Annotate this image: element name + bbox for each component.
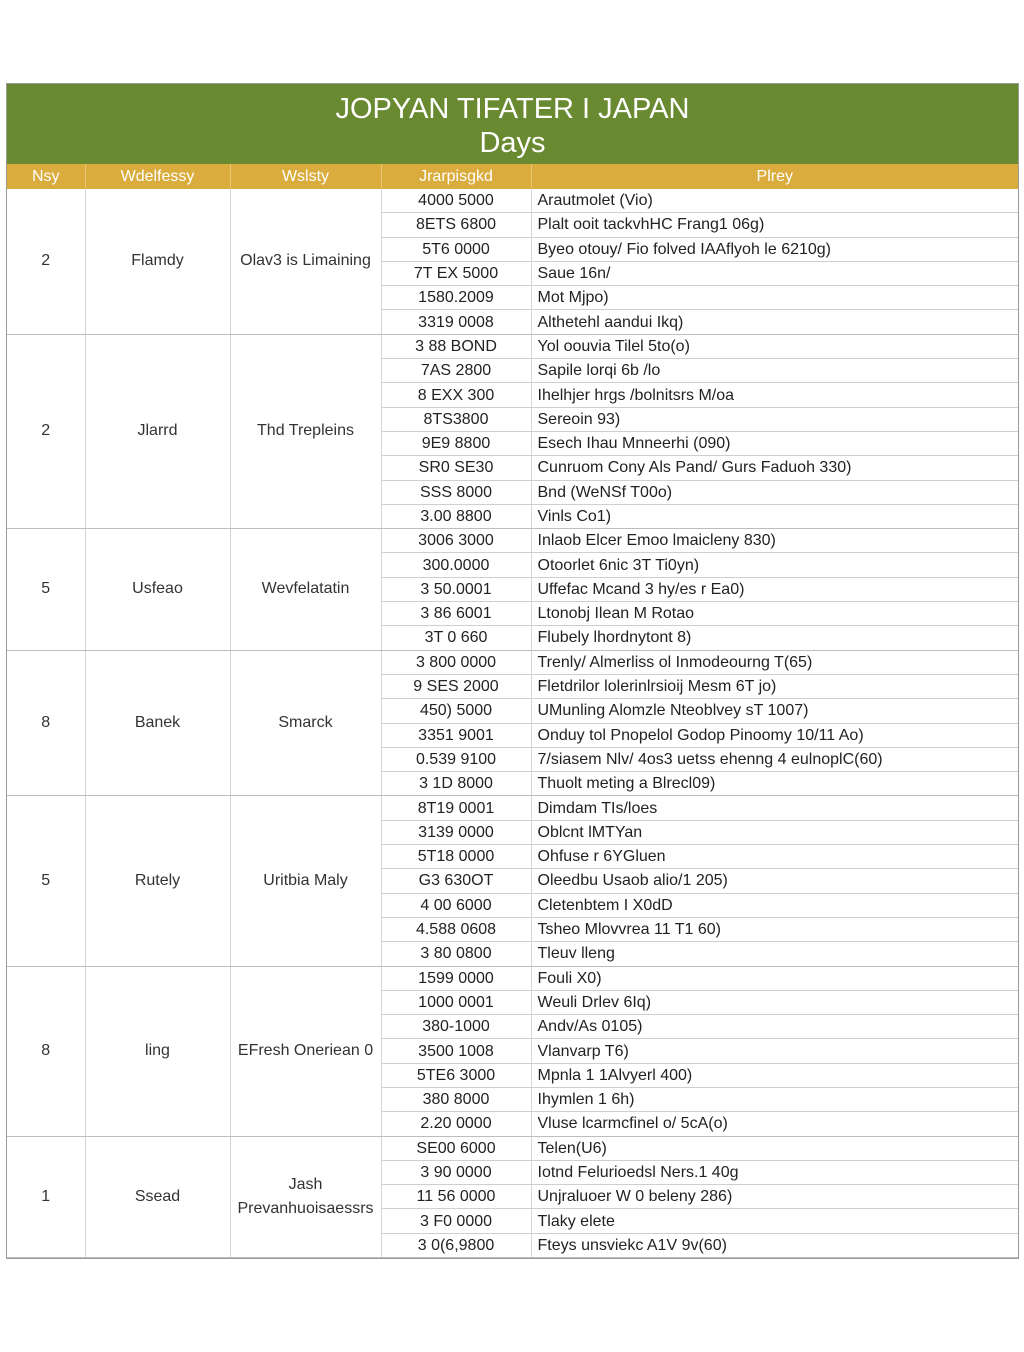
description-cell: Tsheo Mlovvrea 11 T1 60): [531, 917, 1018, 941]
amount-cell: 3 86 6001: [381, 602, 531, 626]
amount-cell: SR0 SE30: [381, 456, 531, 480]
description-cell: Cletenbtem I X0dD: [531, 893, 1018, 917]
description-cell: Telen(U6): [531, 1136, 1018, 1160]
description-cell: Fletdrilor lolerinlrsioij Mesm 6T jo): [531, 674, 1018, 698]
amount-cell: 8T19 0001: [381, 796, 531, 820]
amount-cell: 2.20 0000: [381, 1112, 531, 1136]
group-type: Olav3 is Limaining: [230, 189, 381, 334]
description-cell: Fouli X0): [531, 966, 1018, 990]
group-number: 8: [7, 650, 85, 796]
amount-cell: 8TS3800: [381, 407, 531, 431]
amount-cell: 4 00 6000: [381, 893, 531, 917]
group-type: Wevfelatatin: [230, 529, 381, 650]
description-cell: Ltonobj Ilean M Rotao: [531, 602, 1018, 626]
description-cell: Iotnd Felurioedsl Ners.1 40g: [531, 1160, 1018, 1184]
amount-cell: 3T 0 660: [381, 626, 531, 650]
amount-cell: G3 630OT: [381, 869, 531, 893]
schedule-table: [7, 164, 1018, 1258]
description-cell: Weuli Drlev 6Iq): [531, 990, 1018, 1014]
amount-cell: 380 8000: [381, 1087, 531, 1111]
amount-cell: 7T EX 5000: [381, 261, 531, 285]
group-number: 2: [7, 189, 85, 334]
amount-cell: 3 90 0000: [381, 1160, 531, 1184]
group-name: Ssead: [85, 1136, 230, 1257]
description-cell: Uffefac Mcand 3 hy/es r Ea0): [531, 577, 1018, 601]
group-number: 5: [7, 529, 85, 650]
description-cell: Sapile lorqi 6b /lo: [531, 359, 1018, 383]
amount-cell: 3 80 0800: [381, 942, 531, 966]
group-name: Banek: [85, 650, 230, 796]
description-cell: Andv/As 0105): [531, 1015, 1018, 1039]
amount-cell: 3 50.0001: [381, 577, 531, 601]
amount-cell: 1000 0001: [381, 990, 531, 1014]
table-row: [7, 334, 1018, 358]
group-name: Jlarrd: [85, 334, 230, 528]
description-cell: Unjraluoer W 0 beleny 286): [531, 1185, 1018, 1209]
group-number: 8: [7, 966, 85, 1136]
amount-cell: 3351 9001: [381, 723, 531, 747]
description-cell: Vlanvarp T6): [531, 1039, 1018, 1063]
amount-cell: 3139 0000: [381, 820, 531, 844]
amount-cell: 3 800 0000: [381, 650, 531, 674]
table-body: [7, 189, 1018, 1258]
title-band: [7, 84, 1018, 164]
amount-cell: 3319 0008: [381, 310, 531, 334]
amount-cell: 450) 5000: [381, 699, 531, 723]
description-cell: Cunruom Cony Als Pand/ Gurs Faduoh 330): [531, 456, 1018, 480]
description-cell: Vinls Co1): [531, 504, 1018, 528]
amount-cell: 3006 3000: [381, 529, 531, 553]
description-cell: Ihelhjer hrgs /bolnitsrs M/oa: [531, 383, 1018, 407]
group-type: Uritbia Maly: [230, 796, 381, 966]
group-type: Thd Trepleins: [230, 334, 381, 528]
group-number: 2: [7, 334, 85, 528]
description-cell: Sereoin 93): [531, 407, 1018, 431]
amount-cell: 7AS 2800: [381, 359, 531, 383]
amount-cell: 380-1000: [381, 1015, 531, 1039]
amount-cell: 3 88 BOND: [381, 334, 531, 358]
table-row: [7, 796, 1018, 820]
amount-cell: 4.588 0608: [381, 917, 531, 941]
description-cell: Vluse lcarmcfinel o/ 5cA(o): [531, 1112, 1018, 1136]
description-cell: Flubely lhordnytont 8): [531, 626, 1018, 650]
amount-cell: 300.0000: [381, 553, 531, 577]
description-cell: Mot Mjpo): [531, 286, 1018, 310]
group-name: Rutely: [85, 796, 230, 966]
table-row: [7, 529, 1018, 553]
table-row: [7, 1136, 1018, 1160]
table-row: [7, 189, 1018, 213]
group-type: Smarck: [230, 650, 381, 796]
description-cell: Yol oouvia Tilel 5to(o): [531, 334, 1018, 358]
description-cell: Saue 16n/: [531, 261, 1018, 285]
description-cell: Althetehl aandui Ikq): [531, 310, 1018, 334]
column-header: Wdelfessy: [85, 164, 230, 189]
amount-cell: 4000 5000: [381, 189, 531, 213]
group-number: 5: [7, 796, 85, 966]
description-cell: Esech Ihau Mnneerhi (090): [531, 431, 1018, 455]
sheet-subtitle: Days: [479, 127, 546, 159]
amount-cell: 3 0(6,9800: [381, 1233, 531, 1257]
table-row: [7, 966, 1018, 990]
column-header: Wslsty: [230, 164, 381, 189]
description-cell: Otoorlet 6nic 3T Ti0yn): [531, 553, 1018, 577]
group-type: Jash Prevanhuoisaessrs: [230, 1136, 381, 1257]
group-number: 1: [7, 1136, 85, 1257]
amount-cell: 0.539 9100: [381, 747, 531, 771]
description-cell: Onduy tol Pnopelol Godop Pinoomy 10/11 Ao): [531, 723, 1018, 747]
amount-cell: 5T6 0000: [381, 237, 531, 261]
group-name: ling: [85, 966, 230, 1136]
description-cell: 7/siasem Nlv/ 4os3 uetss ehenng 4 eulnoplC(60): [531, 747, 1018, 771]
description-cell: Inlaob Elcer Emoo lmaicleny 830): [531, 529, 1018, 553]
amount-cell: SE00 6000: [381, 1136, 531, 1160]
amount-cell: 8 EXX 300: [381, 383, 531, 407]
description-cell: Fteys unsviekc A1V 9v(60): [531, 1233, 1018, 1257]
schedule-sheet: [6, 83, 1019, 1259]
column-header: Jrarpisgkd: [381, 164, 531, 189]
amount-cell: 1599 0000: [381, 966, 531, 990]
amount-cell: 8ETS 6800: [381, 213, 531, 237]
description-cell: Oleedbu Usaob alio/1 205): [531, 869, 1018, 893]
amount-cell: 3 1D 8000: [381, 772, 531, 796]
description-cell: Trenly/ Almerliss ol Inmodeourng T(65): [531, 650, 1018, 674]
amount-cell: 11 56 0000: [381, 1185, 531, 1209]
amount-cell: 3.00 8800: [381, 504, 531, 528]
column-header: Nsy: [7, 164, 85, 189]
amount-cell: SSS 8000: [381, 480, 531, 504]
description-cell: Byeo otouy/ Fio folved IAAflyoh le 6210g): [531, 237, 1018, 261]
amount-cell: 5T18 0000: [381, 845, 531, 869]
amount-cell: 9 SES 2000: [381, 674, 531, 698]
header-row: [7, 164, 1018, 189]
amount-cell: 3500 1008: [381, 1039, 531, 1063]
description-cell: Ihymlen 1 6h): [531, 1087, 1018, 1111]
group-name: Flamdy: [85, 189, 230, 334]
description-cell: Mpnla 1 1Alvyerl 400): [531, 1063, 1018, 1087]
amount-cell: 9E9 8800: [381, 431, 531, 455]
description-cell: Tlaky elete: [531, 1209, 1018, 1233]
description-cell: Dimdam TIs/loes: [531, 796, 1018, 820]
description-cell: Thuolt meting a Blrecl09): [531, 772, 1018, 796]
description-cell: Oblcnt lMTYan: [531, 820, 1018, 844]
description-cell: Plalt ooit tackvhHC Frang1 06g): [531, 213, 1018, 237]
table-row: [7, 650, 1018, 674]
column-header: Plrey: [531, 164, 1018, 189]
sheet-title: JOPYAN TIFATER I JAPAN: [335, 93, 690, 125]
group-name: Usfeao: [85, 529, 230, 650]
amount-cell: 5TE6 3000: [381, 1063, 531, 1087]
amount-cell: 1580.2009: [381, 286, 531, 310]
amount-cell: 3 F0 0000: [381, 1209, 531, 1233]
description-cell: Bnd (WeNSf T00o): [531, 480, 1018, 504]
description-cell: UMunling Alomzle Nteoblvey sT 1007): [531, 699, 1018, 723]
group-type: EFresh Oneriean 0: [230, 966, 381, 1136]
description-cell: Arautmolet (Vio): [531, 189, 1018, 213]
description-cell: Tleuv lleng: [531, 942, 1018, 966]
description-cell: Ohfuse r 6YGluen: [531, 845, 1018, 869]
